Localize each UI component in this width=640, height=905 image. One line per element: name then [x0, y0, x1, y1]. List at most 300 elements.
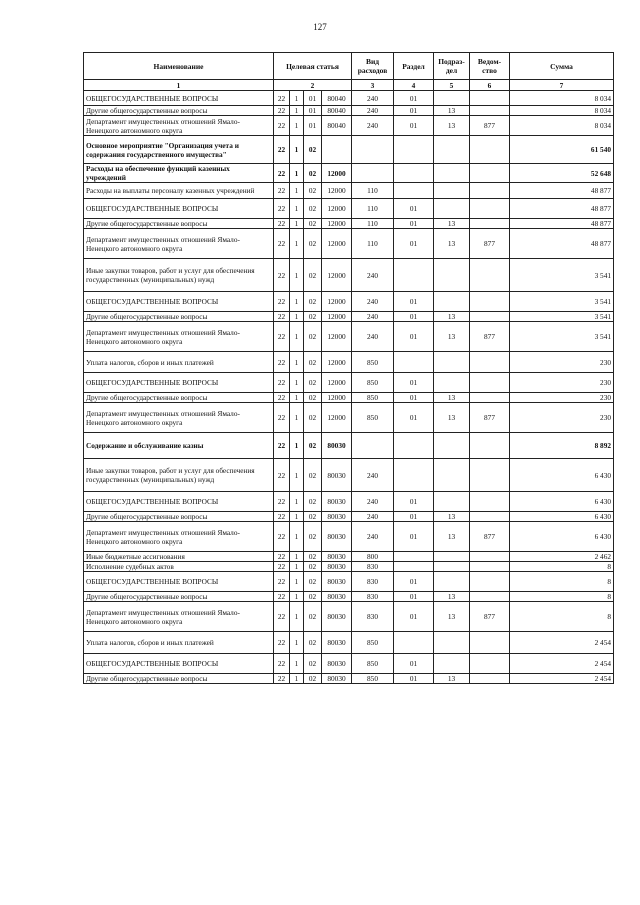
code-a-cell: 22	[274, 572, 290, 592]
vid-raskhodov-cell: 240	[352, 292, 394, 312]
razdel-cell	[394, 136, 434, 164]
podrazdel-cell: 13	[434, 116, 470, 136]
vid-raskhodov-cell: 110	[352, 183, 394, 199]
summa-cell: 3 541	[510, 259, 614, 292]
code-b-cell: 1	[290, 312, 304, 322]
summa-cell: 3 541	[510, 322, 614, 352]
podrazdel-cell: 13	[434, 592, 470, 602]
code-d-cell: 12000	[322, 373, 352, 393]
razdel-cell: 01	[394, 512, 434, 522]
code-c-cell: 02	[304, 492, 322, 512]
row-name-cell: Другие общегосударственные вопросы	[84, 106, 274, 116]
vid-raskhodov-cell: 830	[352, 572, 394, 592]
row-name-cell: Другие общегосударственные вопросы	[84, 512, 274, 522]
code-b-cell: 1	[290, 512, 304, 522]
podrazdel-cell	[434, 552, 470, 562]
code-b-cell: 1	[290, 164, 304, 183]
razdel-cell: 01	[394, 373, 434, 393]
row-name-cell: Расходы на выплаты персоналу казенных учреждений	[84, 183, 274, 199]
table-row	[84, 492, 614, 512]
code-b-cell: 1	[290, 572, 304, 592]
row-name-cell: Иные закупки товаров, работ и услуг для обеспечения государственных (муниципальных) нужд	[84, 259, 274, 292]
code-d-cell: 12000	[322, 352, 352, 373]
vedomstvo-cell	[470, 259, 510, 292]
code-a-cell: 22	[274, 164, 290, 183]
summa-cell: 2 454	[510, 654, 614, 674]
table-row	[84, 352, 614, 373]
table-row	[84, 512, 614, 522]
razdel-cell	[394, 632, 434, 654]
summa-cell: 8 034	[510, 106, 614, 116]
code-b-cell: 1	[290, 373, 304, 393]
vedomstvo-cell	[470, 91, 510, 106]
header-vid: Вид расходов	[352, 53, 394, 80]
code-a-cell: 22	[274, 433, 290, 459]
vid-raskhodov-cell: 240	[352, 91, 394, 106]
summa-cell: 8 034	[510, 91, 614, 106]
code-d-cell: 80030	[322, 512, 352, 522]
summa-cell: 3 541	[510, 312, 614, 322]
razdel-cell	[394, 352, 434, 373]
code-d-cell: 12000	[322, 259, 352, 292]
vid-raskhodov-cell: 240	[352, 106, 394, 116]
row-name-cell: Другие общегосударственные вопросы	[84, 674, 274, 684]
code-c-cell: 02	[304, 352, 322, 373]
vedomstvo-cell	[470, 292, 510, 312]
summa-cell: 8	[510, 602, 614, 632]
vedomstvo-cell	[470, 164, 510, 183]
razdel-cell	[394, 459, 434, 492]
table-row	[84, 91, 614, 106]
vedomstvo-cell	[470, 592, 510, 602]
podrazdel-cell	[434, 632, 470, 654]
code-c-cell: 02	[304, 393, 322, 403]
razdel-cell: 01	[394, 602, 434, 632]
row-name-cell: ОБЩЕГОСУДАРСТВЕННЫЕ ВОПРОСЫ	[84, 373, 274, 393]
column-number: 1	[84, 80, 274, 91]
podrazdel-cell: 13	[434, 602, 470, 632]
code-a-cell: 22	[274, 552, 290, 562]
header-podrazdel: Подраз-дел	[434, 53, 470, 80]
podrazdel-cell: 13	[434, 322, 470, 352]
table-row	[84, 459, 614, 492]
code-d-cell: 80040	[322, 116, 352, 136]
razdel-cell	[394, 164, 434, 183]
summa-cell: 48 877	[510, 199, 614, 219]
razdel-cell: 01	[394, 403, 434, 433]
code-a-cell: 22	[274, 522, 290, 552]
code-b-cell: 1	[290, 116, 304, 136]
vid-raskhodov-cell: 800	[352, 552, 394, 562]
code-b-cell: 1	[290, 183, 304, 199]
code-c-cell: 02	[304, 373, 322, 393]
code-b-cell: 1	[290, 403, 304, 433]
podrazdel-cell: 13	[434, 219, 470, 229]
code-b-cell: 1	[290, 91, 304, 106]
razdel-cell	[394, 183, 434, 199]
code-d-cell: 80030	[322, 602, 352, 632]
summa-cell: 6 430	[510, 522, 614, 552]
vid-raskhodov-cell: 110	[352, 199, 394, 219]
vid-raskhodov-cell: 240	[352, 459, 394, 492]
code-c-cell: 01	[304, 106, 322, 116]
vid-raskhodov-cell: 240	[352, 259, 394, 292]
code-b-cell: 1	[290, 562, 304, 572]
code-a-cell: 22	[274, 312, 290, 322]
row-name-cell: Другие общегосударственные вопросы	[84, 312, 274, 322]
code-b-cell: 1	[290, 632, 304, 654]
podrazdel-cell: 13	[434, 403, 470, 433]
row-name-cell: Департамент имущественных отношений Ямало-Ненецкого автономного округа	[84, 403, 274, 433]
code-b-cell: 1	[290, 674, 304, 684]
table-row	[84, 164, 614, 183]
code-a-cell: 22	[274, 602, 290, 632]
code-b-cell: 1	[290, 292, 304, 312]
razdel-cell: 01	[394, 199, 434, 219]
code-c-cell: 02	[304, 562, 322, 572]
summa-cell: 6 430	[510, 492, 614, 512]
razdel-cell: 01	[394, 393, 434, 403]
code-c-cell: 02	[304, 312, 322, 322]
vedomstvo-cell: 877	[470, 322, 510, 352]
razdel-cell: 01	[394, 116, 434, 136]
row-name-cell: Исполнение судебных актов	[84, 562, 274, 572]
podrazdel-cell	[434, 492, 470, 512]
code-d-cell: 12000	[322, 322, 352, 352]
code-c-cell: 02	[304, 433, 322, 459]
podrazdel-cell: 13	[434, 522, 470, 552]
column-number: 7	[510, 80, 614, 91]
code-c-cell: 02	[304, 522, 322, 552]
column-number: 4	[394, 80, 434, 91]
code-a-cell: 22	[274, 654, 290, 674]
code-d-cell: 80030	[322, 674, 352, 684]
vid-raskhodov-cell	[352, 433, 394, 459]
podrazdel-cell	[434, 199, 470, 219]
vid-raskhodov-cell: 110	[352, 229, 394, 259]
column-number: 5	[434, 80, 470, 91]
summa-cell: 2 454	[510, 632, 614, 654]
header-name: Наименование	[84, 53, 274, 80]
podrazdel-cell	[434, 654, 470, 674]
vid-raskhodov-cell: 240	[352, 492, 394, 512]
vedomstvo-cell	[470, 136, 510, 164]
summa-cell: 8 892	[510, 433, 614, 459]
row-name-cell: Другие общегосударственные вопросы	[84, 393, 274, 403]
code-d-cell: 80030	[322, 592, 352, 602]
vid-raskhodov-cell: 850	[352, 373, 394, 393]
header-target: Целевая статья	[274, 53, 352, 80]
razdel-cell: 01	[394, 592, 434, 602]
summa-cell: 2 462	[510, 552, 614, 562]
razdel-cell	[394, 433, 434, 459]
summa-cell: 8	[510, 572, 614, 592]
summa-cell: 8	[510, 592, 614, 602]
code-c-cell: 02	[304, 592, 322, 602]
code-d-cell: 12000	[322, 164, 352, 183]
code-c-cell: 02	[304, 512, 322, 522]
podrazdel-cell	[434, 459, 470, 492]
table-row	[84, 562, 614, 572]
summa-cell: 230	[510, 352, 614, 373]
table-row	[84, 572, 614, 592]
code-c-cell: 02	[304, 322, 322, 352]
podrazdel-cell	[434, 91, 470, 106]
code-c-cell: 01	[304, 116, 322, 136]
code-c-cell: 02	[304, 229, 322, 259]
code-d-cell: 80030	[322, 552, 352, 562]
table-row	[84, 322, 614, 352]
vedomstvo-cell	[470, 459, 510, 492]
vedomstvo-cell	[470, 352, 510, 373]
table-row	[84, 199, 614, 219]
vid-raskhodov-cell: 850	[352, 352, 394, 373]
code-a-cell: 22	[274, 91, 290, 106]
column-number-row	[84, 80, 614, 91]
code-b-cell: 1	[290, 552, 304, 562]
table-row	[84, 403, 614, 433]
code-b-cell: 1	[290, 459, 304, 492]
code-a-cell: 22	[274, 403, 290, 433]
table-row	[84, 654, 614, 674]
code-b-cell: 1	[290, 654, 304, 674]
summa-cell: 230	[510, 393, 614, 403]
code-a-cell: 22	[274, 459, 290, 492]
razdel-cell	[394, 562, 434, 572]
code-d-cell: 80030	[322, 632, 352, 654]
code-d-cell: 12000	[322, 219, 352, 229]
code-a-cell: 22	[274, 292, 290, 312]
header-summa: Сумма	[510, 53, 614, 80]
summa-cell: 48 877	[510, 219, 614, 229]
code-c-cell: 02	[304, 674, 322, 684]
summa-cell: 6 430	[510, 459, 614, 492]
code-b-cell: 1	[290, 602, 304, 632]
podrazdel-cell	[434, 259, 470, 292]
table-row	[84, 292, 614, 312]
code-c-cell: 02	[304, 199, 322, 219]
table-row	[84, 106, 614, 116]
column-number: 2	[274, 80, 352, 91]
vedomstvo-cell: 877	[470, 229, 510, 259]
column-number: 3	[352, 80, 394, 91]
vedomstvo-cell	[470, 219, 510, 229]
row-name-cell: ОБЩЕГОСУДАРСТВЕННЫЕ ВОПРОСЫ	[84, 292, 274, 312]
row-name-cell: Департамент имущественных отношений Ямало-Ненецкого автономного округа	[84, 602, 274, 632]
vid-raskhodov-cell: 240	[352, 512, 394, 522]
table-row	[84, 183, 614, 199]
vedomstvo-cell	[470, 562, 510, 572]
vedomstvo-cell: 877	[470, 602, 510, 632]
razdel-cell: 01	[394, 292, 434, 312]
code-c-cell: 02	[304, 136, 322, 164]
code-a-cell: 22	[274, 674, 290, 684]
code-c-cell: 02	[304, 183, 322, 199]
vedomstvo-cell	[470, 393, 510, 403]
table-row	[84, 552, 614, 562]
podrazdel-cell	[434, 352, 470, 373]
vedomstvo-cell	[470, 492, 510, 512]
code-a-cell: 22	[274, 562, 290, 572]
razdel-cell: 01	[394, 654, 434, 674]
code-d-cell: 80030	[322, 459, 352, 492]
code-d-cell: 80030	[322, 433, 352, 459]
razdel-cell: 01	[394, 91, 434, 106]
header-razdel: Раздел	[394, 53, 434, 80]
row-name-cell: ОБЩЕГОСУДАРСТВЕННЫЕ ВОПРОСЫ	[84, 492, 274, 512]
code-c-cell: 02	[304, 602, 322, 632]
code-a-cell: 22	[274, 322, 290, 352]
row-name-cell: ОБЩЕГОСУДАРСТВЕННЫЕ ВОПРОСЫ	[84, 572, 274, 592]
header-vedomstvo: Ведом-ство	[470, 53, 510, 80]
code-c-cell: 01	[304, 91, 322, 106]
code-c-cell: 02	[304, 164, 322, 183]
code-c-cell: 02	[304, 259, 322, 292]
podrazdel-cell	[434, 164, 470, 183]
vedomstvo-cell: 877	[470, 116, 510, 136]
row-name-cell: ОБЩЕГОСУДАРСТВЕННЫЕ ВОПРОСЫ	[84, 91, 274, 106]
code-d-cell: 12000	[322, 199, 352, 219]
podrazdel-cell: 13	[434, 674, 470, 684]
vid-raskhodov-cell: 240	[352, 312, 394, 322]
summa-cell: 52 648	[510, 164, 614, 183]
code-c-cell: 02	[304, 403, 322, 433]
table-row	[84, 632, 614, 654]
vid-raskhodov-cell	[352, 164, 394, 183]
razdel-cell: 01	[394, 572, 434, 592]
vedomstvo-cell	[470, 183, 510, 199]
row-name-cell: Департамент имущественных отношений Ямало-Ненецкого автономного округа	[84, 322, 274, 352]
row-name-cell: Основное мероприятие "Организация учета и содержания государственного имущества"	[84, 136, 274, 164]
vid-raskhodov-cell	[352, 136, 394, 164]
row-name-cell: ОБЩЕГОСУДАРСТВЕННЫЕ ВОПРОСЫ	[84, 654, 274, 674]
row-name-cell: Иные бюджетные ассигнования	[84, 552, 274, 562]
code-b-cell: 1	[290, 322, 304, 352]
page-number: 127	[313, 22, 327, 32]
table-row	[84, 136, 614, 164]
table-row	[84, 433, 614, 459]
summa-cell: 61 540	[510, 136, 614, 164]
podrazdel-cell: 13	[434, 512, 470, 522]
razdel-cell: 01	[394, 322, 434, 352]
vedomstvo-cell	[470, 312, 510, 322]
vedomstvo-cell	[470, 654, 510, 674]
vedomstvo-cell: 877	[470, 522, 510, 552]
vedomstvo-cell	[470, 199, 510, 219]
code-a-cell: 22	[274, 106, 290, 116]
vid-raskhodov-cell: 830	[352, 592, 394, 602]
summa-cell: 48 877	[510, 229, 614, 259]
summa-cell: 6 430	[510, 512, 614, 522]
code-d-cell: 80030	[322, 654, 352, 674]
code-a-cell: 22	[274, 393, 290, 403]
code-d-cell: 12000	[322, 183, 352, 199]
row-name-cell: Другие общегосударственные вопросы	[84, 592, 274, 602]
code-b-cell: 1	[290, 219, 304, 229]
table-row	[84, 522, 614, 552]
vedomstvo-cell	[470, 106, 510, 116]
table-row	[84, 116, 614, 136]
row-name-cell: Департамент имущественных отношений Ямало-Ненецкого автономного округа	[84, 522, 274, 552]
code-b-cell: 1	[290, 592, 304, 602]
code-c-cell: 02	[304, 552, 322, 562]
razdel-cell: 01	[394, 522, 434, 552]
vid-raskhodov-cell: 110	[352, 219, 394, 229]
table-row	[84, 373, 614, 393]
row-name-cell: Уплата налогов, сборов и иных платежей	[84, 632, 274, 654]
code-d-cell: 80030	[322, 572, 352, 592]
summa-cell: 230	[510, 373, 614, 393]
budget-table	[83, 52, 614, 684]
vid-raskhodov-cell: 850	[352, 654, 394, 674]
razdel-cell: 01	[394, 492, 434, 512]
table-row	[84, 602, 614, 632]
vedomstvo-cell	[470, 572, 510, 592]
code-b-cell: 1	[290, 352, 304, 373]
row-name-cell: Департамент имущественных отношений Ямало-Ненецкого автономного округа	[84, 229, 274, 259]
vid-raskhodov-cell: 240	[352, 522, 394, 552]
row-name-cell: Другие общегосударственные вопросы	[84, 219, 274, 229]
podrazdel-cell: 13	[434, 229, 470, 259]
row-name-cell: ОБЩЕГОСУДАРСТВЕННЫЕ ВОПРОСЫ	[84, 199, 274, 219]
code-b-cell: 1	[290, 492, 304, 512]
razdel-cell: 01	[394, 674, 434, 684]
code-b-cell: 1	[290, 199, 304, 219]
table-row	[84, 674, 614, 684]
code-d-cell: 80030	[322, 522, 352, 552]
row-name-cell: Расходы на обеспечение функций казенных учреждений	[84, 164, 274, 183]
table-row	[84, 229, 614, 259]
podrazdel-cell	[434, 292, 470, 312]
code-c-cell: 02	[304, 632, 322, 654]
code-b-cell: 1	[290, 259, 304, 292]
vid-raskhodov-cell: 830	[352, 602, 394, 632]
podrazdel-cell: 13	[434, 393, 470, 403]
podrazdel-cell	[434, 136, 470, 164]
vid-raskhodov-cell: 240	[352, 116, 394, 136]
table-row	[84, 393, 614, 403]
code-d-cell: 80030	[322, 492, 352, 512]
vedomstvo-cell	[470, 433, 510, 459]
code-a-cell: 22	[274, 183, 290, 199]
code-a-cell: 22	[274, 259, 290, 292]
summa-cell: 8 034	[510, 116, 614, 136]
code-a-cell: 22	[274, 199, 290, 219]
code-c-cell: 02	[304, 572, 322, 592]
vid-raskhodov-cell: 850	[352, 674, 394, 684]
code-a-cell: 22	[274, 632, 290, 654]
code-a-cell: 22	[274, 116, 290, 136]
podrazdel-cell	[434, 433, 470, 459]
summa-cell: 230	[510, 403, 614, 433]
summa-cell: 8	[510, 562, 614, 572]
code-a-cell: 22	[274, 136, 290, 164]
vid-raskhodov-cell: 850	[352, 632, 394, 654]
column-number: 6	[470, 80, 510, 91]
razdel-cell: 01	[394, 229, 434, 259]
summa-cell: 3 541	[510, 292, 614, 312]
vid-raskhodov-cell: 830	[352, 562, 394, 572]
code-c-cell: 02	[304, 292, 322, 312]
code-a-cell: 22	[274, 592, 290, 602]
podrazdel-cell	[434, 572, 470, 592]
razdel-cell	[394, 552, 434, 562]
code-d-cell	[322, 136, 352, 164]
code-d-cell: 12000	[322, 403, 352, 433]
razdel-cell: 01	[394, 312, 434, 322]
vid-raskhodov-cell: 850	[352, 393, 394, 403]
code-a-cell: 22	[274, 229, 290, 259]
